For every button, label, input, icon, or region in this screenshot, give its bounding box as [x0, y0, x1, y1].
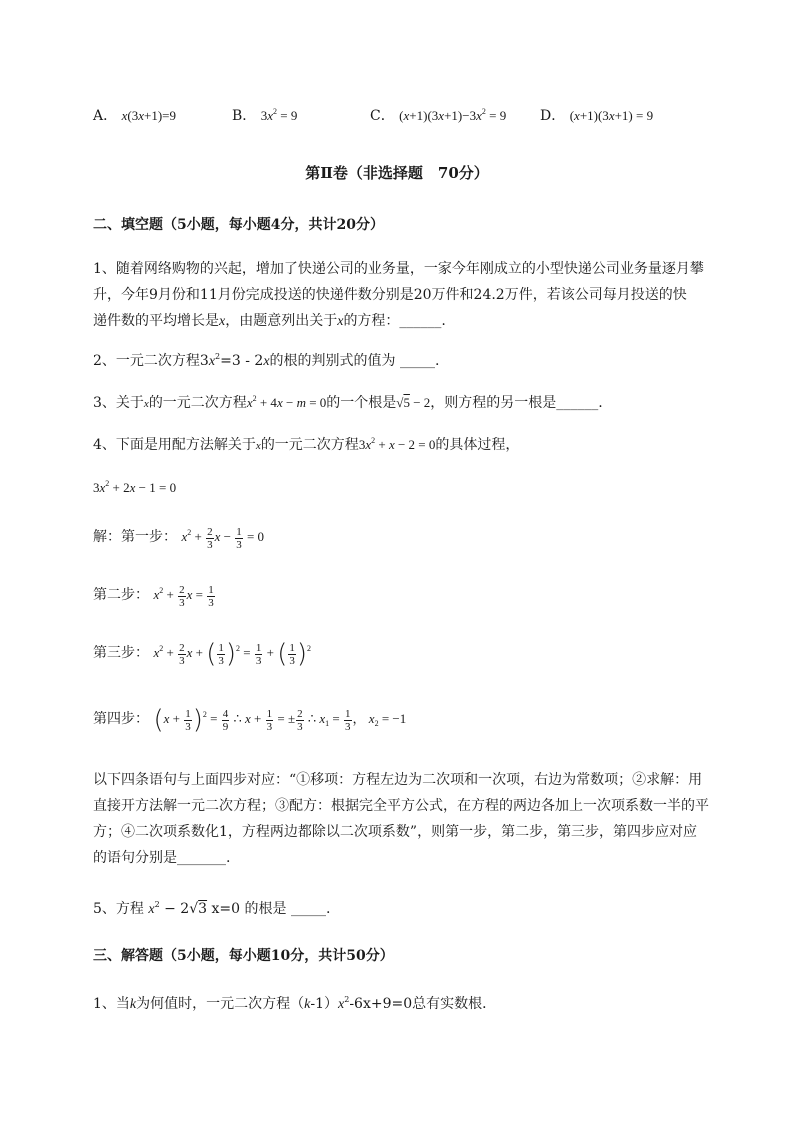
question-4-para-line-2: 直接开方法解一元二次方程；③配方：根据完全平方公式，在方程的两边各加上一次项系数一半的平 — [93, 798, 709, 814]
option-d-expr: (x+1)(3x+1) = 9 — [569, 108, 654, 123]
question-3-equation: $x^2 + 4x - m = 0$ — [246, 394, 327, 410]
option-b — [232, 106, 297, 126]
option-b-label: B． — [232, 108, 257, 124]
question-3: 3、关于x的一元二次方程$x^2 + 4x - m = 0$的一个根是√5 − 2，则方程的另一根是______. — [93, 394, 603, 411]
question-4-equation: $3x^2 + x - 2 = 0$ — [358, 436, 436, 452]
question-2: 2、一元二次方程$3x^2=3 - 2x$的根的判别式的值为 _____. — [93, 352, 440, 369]
section-3-question-1: 1、当k为何值时，一元二次方程$(k-1)x^2-6x+9=0$总有实数根． — [93, 995, 497, 1012]
question-4-para-line-4: 的语句分别是_______. — [93, 850, 231, 866]
question-4-para-line-3: 方；④二次项系数化1，方程两边都除以二次项系数”，则第一步，第二步，第三步，第四步应对应 — [93, 824, 698, 840]
step-3: 第三步： $x^2$ + $\frac{2}{3}$ x + ( $\frac{1}{3}$ )$^2$ = $\frac{1}{3}$ + ( $\frac{1}{3}$ )$^2$ — [93, 639, 312, 670]
question-1-line-1: 1、随着网络购物的兴起，增加了快递公司的业务量，一家今年刚成立的小型快递公司业务量逐月攀 — [93, 261, 704, 277]
option-a-expr: x(3x+1)=9 — [121, 108, 176, 123]
section-heading-fill-blank: 二、填空题（5小题，每小题4分，共计20分） — [93, 217, 384, 233]
option-c-expr: $(x+1)(3x+1)-3x^2 = 9$ — [399, 107, 507, 123]
question-4-given-equation: $3x^2 + 2x - 1 = 0$ — [93, 479, 177, 495]
option-b-expr: $3x^2 = 9$ — [260, 107, 298, 123]
option-c — [370, 106, 506, 126]
question-4-para-line-1: 以下四条语句与上面四步对应：“①移项：方程左边为二次项和一次项，右边为常数项；②求解：用 — [93, 772, 703, 788]
step-2: 第二步： $x^2$ + $\frac{2}{3}$ x = $\frac{1}{3}$ — [93, 583, 214, 609]
question-4-intro: 4、下面是用配方法解关于x的一元二次方程$3x^2 + x - 2 = 0$的具体过程， — [93, 436, 520, 453]
option-d-label: D． — [540, 108, 566, 124]
question-5: 5、方程 $x^2 - 2√3$ x=0 的根是 _____. — [93, 900, 331, 917]
option-c-label: C． — [370, 108, 395, 124]
option-d — [540, 106, 653, 126]
question-1-line-2: 升，今年9月份和11月份完成投送的快递件数分别是20万件和24.2万件，若该公司每月投送的快 — [93, 287, 687, 303]
multiple-choice-options — [93, 106, 176, 126]
question-1-line-3: 递件数的平均增长是x，由题意列出关于x的方程：______. — [93, 313, 446, 329]
part-title: 第Ⅱ卷（非选择题 70分） — [305, 164, 489, 182]
step-4: 第四步： (x + $\frac{1}{3}$ )$^2$ = $\frac{4}{9}$ ∴ x + $\frac{1}{3}$ = ± $\frac{2}{3}$ ∴ $x_1$ = $\frac{1}{3}$ ， $x_2 = -1$ — [93, 705, 407, 736]
option-a-label: A． — [93, 108, 118, 124]
section-heading-solve: 三、解答题（5小题，每小题10分，共计50分） — [93, 948, 394, 964]
step-1: 解：第一步： $x^2$ + $\frac{2}{3}$ x − $\frac{1}{3}$ = 0 — [93, 525, 265, 551]
question-3-root: √5 − 2 — [396, 395, 431, 410]
